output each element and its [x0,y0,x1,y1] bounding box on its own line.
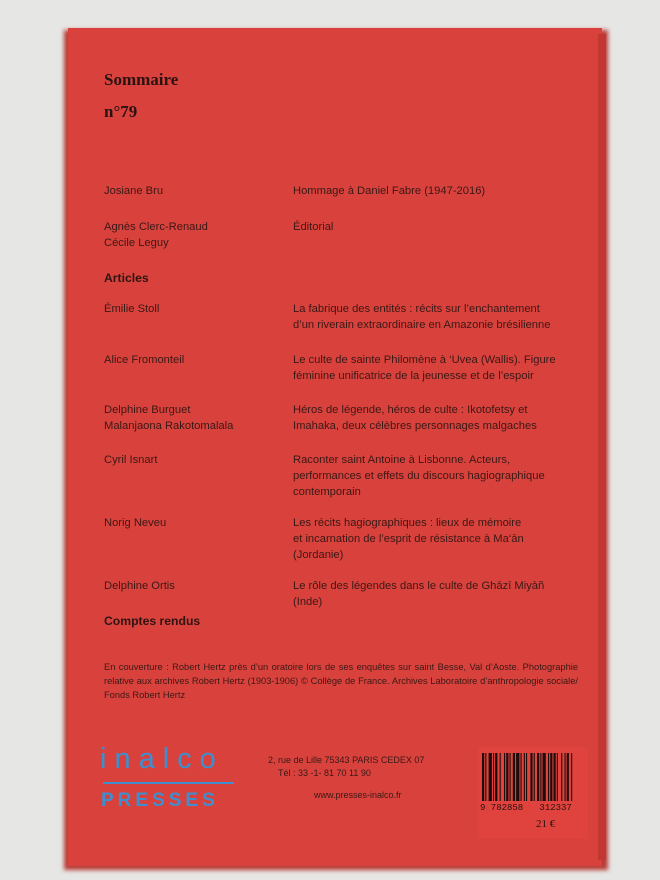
page-title: Sommaire [104,70,179,89]
barcode-bar [543,753,546,801]
reviews-heading: Comptes rendus [104,614,201,628]
article-author: Cyril Isnart [104,454,158,466]
intro-author-2: Agnès Clerc-Renaud Cécile Leguy [104,221,208,249]
barcode-bar [489,753,492,801]
article-title: Les récits hagiographiques : lieux de mémoire et incarnation de l’esprit de résistance à Ma‘ān (Jordanie) [293,517,524,561]
issue-number: n°79 [104,102,138,121]
article-title: Raconter saint Antoine à Lisbonne. Acteurs, performances et effets du discours hagiographique contemporain [293,454,545,498]
logo-divider [103,782,234,784]
barcode-bar [493,753,494,801]
price: 21 € [536,818,556,830]
barcode-bar [548,753,549,801]
article-title: Héros de légende, héros de culte : Ikotofetsy et Imahaka, deux célèbres personnages malgaches [293,404,537,432]
barcode-bar [557,753,558,801]
barcode-bar [537,753,539,801]
article-author: Norig Neveu [104,517,167,529]
article-author: Delphine Burguet Malanjaona Rakotomalala [104,404,234,432]
barcode-bar [540,753,541,801]
cover-credit: En couverture : Robert Hertz près d’un oratoire lors de ses enquêtes sur saint Besse, Val d’Aoste. Photographie relative aux archives Robert Hertz (1903-1906) © Collège de France. Archives Laboratoire d’anthropologie sociale/ Fonds Robert Hertz [104,662,578,700]
barcode-bar [485,753,486,801]
barcode-bar [554,753,556,801]
barcode-bar [565,753,566,801]
barcode-bar [526,753,527,801]
barcode-bar [521,753,522,801]
barcode-bar [567,753,569,801]
barcode-bar [561,753,562,801]
presses-logo: PRESSES [101,790,219,811]
barcode-bar [510,753,511,801]
article-title: Le rôle des légendes dans le culte de Ghāzī Miyāñ (Inde) [293,580,545,608]
barcode-bar [530,753,532,801]
article-author: Alice Fromonteil [104,354,185,366]
publisher-address: 2, rue de Lille 75343 PARIS CEDEX 07 [268,755,425,765]
article-author: Émilie Stoll [104,303,160,315]
publisher-phone: Tél : 33 -1- 81 70 11 90 [278,768,371,778]
barcode-bar [482,753,484,801]
barcode-bar [516,753,519,801]
barcode-bar [534,753,535,801]
barcode-bar [571,753,572,801]
intro-title-1: Hommage à Daniel Fabre (1947-2016) [293,185,486,197]
article-title: Le culte de sainte Philomène à ‘Uvea (Wallis). Figure féminine unificatrice de la jeunesse et de l’espoir [293,354,556,382]
barcode-bar [500,753,501,801]
barcode-bar [513,753,515,801]
publisher-website: www.presses-inalco.fr [314,790,402,800]
intro-title-2: Éditorial [293,221,334,233]
book-edge [598,34,606,860]
inalco-logo: inalco [100,743,224,775]
article-title: La fabrique des entités : récits sur l’enchantement d’un riverain extraordinaire en Amazonie brésilienne [293,303,551,331]
articles-heading: Articles [104,271,149,285]
barcode-bar [495,753,497,801]
barcode-bar [504,753,505,801]
barcode-bars [478,747,588,805]
book-back-cover [68,28,602,866]
barcode-bar [506,753,508,801]
article-author: Delphine Ortis [104,580,175,592]
isbn-number: 9 782858 312337 [480,803,572,813]
barcode-bar [524,753,525,801]
barcode [478,747,588,839]
barcode-bar [550,753,552,801]
intro-author-1: Josiane Bru [104,185,164,197]
